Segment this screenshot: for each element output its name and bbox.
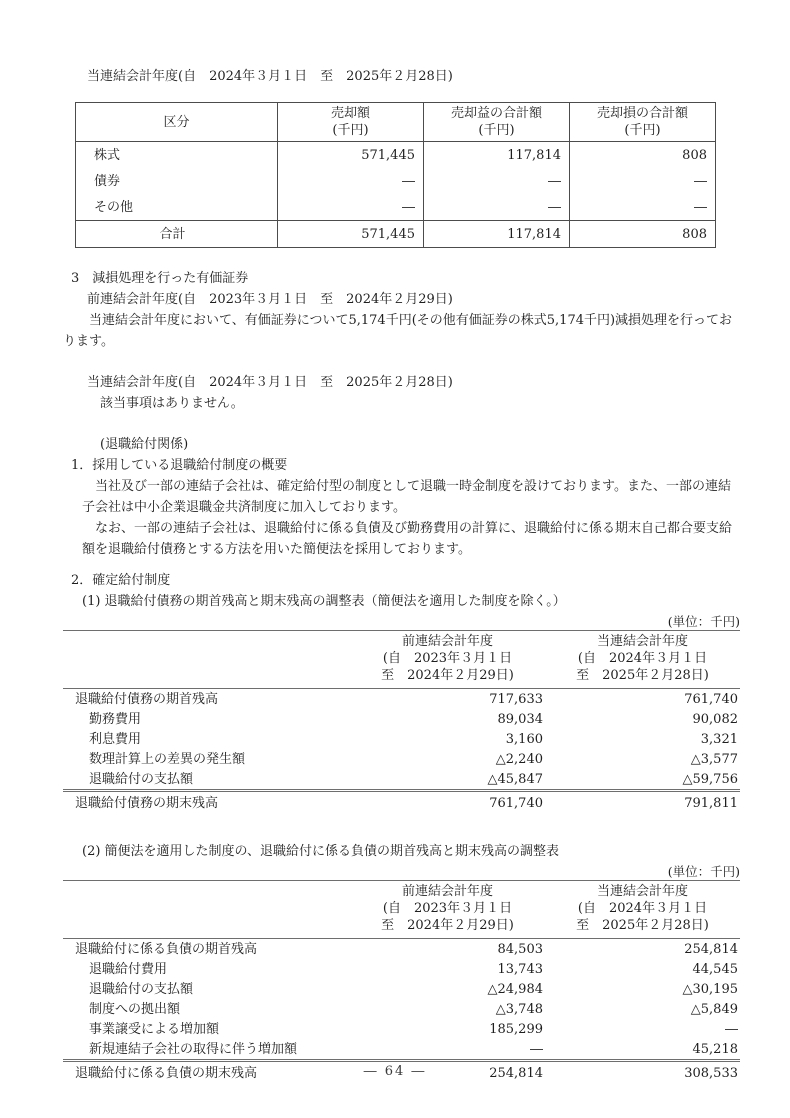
col-header-loss-total: 売却損の合計額 (千円) xyxy=(570,103,716,142)
impairment-prev-period: 前連結会計年度(自 2023年３月１日 至 2024年２月29日) xyxy=(87,292,453,307)
impairment-prev-note: 当連結会計年度において、有価証券について5,174千円(その他有価証券の株式5,174千円)減損処理を行っております。 xyxy=(63,313,733,349)
table-row: 勤務費用 89,034 90,082 xyxy=(89,711,738,727)
table-header-row xyxy=(76,103,716,142)
benefit-obligation-table xyxy=(63,630,740,815)
col-header-prev-year: 前連結会計年度 (自 2023年３月１日 至 2024年２月29日) xyxy=(350,631,545,689)
retirement-overview-para1: 当社及び一部の連結子会社は、確定給付型の制度として退職一時金制度を設けております。また、一部の連結子会社は中小企業退職金共済制度に加入しております。 xyxy=(82,479,731,515)
adjustment-table2-caption: (2) 簡便法を適用した制度の、退職給付に係る負債の期首残高と期末残高の調整表 xyxy=(82,844,560,859)
table-row: 数理計算上の差異の発生額 △2,240 △3,577 xyxy=(89,751,738,767)
adjustment-table1-caption: (1) 退職給付債務の期首残高と期末残高の調整表（簡便法を適用した制度を除く。） xyxy=(82,594,566,609)
page-number: ― 64 ― xyxy=(363,1064,427,1079)
defined-benefit-heading: 2．確定給付制度 xyxy=(71,573,171,588)
table-header-row xyxy=(63,631,740,689)
retirement-overview-para2: なお、一部の連結子会社は、退職給付に係る負債及び勤務費用の計算に、退職給付に係る期末自己都合要支給額を退職給付債務とする方法を用いた簡便法を採用しております。 xyxy=(82,521,733,557)
table-row: 新規連結子会社の取得に伴う増加額 ― 45,218 xyxy=(89,1041,738,1057)
table-row: 利息費用 3,160 3,321 xyxy=(89,731,738,747)
table-row: 債券 ― ― ― xyxy=(76,168,716,194)
table-row: 退職給付の支払額 △45,847 △59,756 xyxy=(89,771,738,787)
table-row: 株式 571,445 117,814 808 xyxy=(76,142,716,169)
unit-label: (単位：千円) xyxy=(667,614,740,629)
empty-header-cell xyxy=(63,881,350,939)
table-header-row xyxy=(63,881,740,939)
table-total-row: 合計 571,445 117,814 808 xyxy=(76,221,716,248)
table-total-row: 退職給付債務の期末残高 761,740 791,811 xyxy=(63,791,740,816)
unit-label: (単位：千円) xyxy=(667,864,740,879)
col-header-prev-year: 前連結会計年度 (自 2023年３月１日 至 2024年２月29日) xyxy=(350,881,545,939)
col-header-category: 区分 xyxy=(76,103,278,142)
retirement-overview-heading: 1．採用している退職給付制度の概要 xyxy=(71,458,288,473)
impairment-cur-period: 当連結会計年度(自 2024年３月１日 至 2025年２月28日) xyxy=(87,375,453,390)
table-row: 制度への拠出額 △3,748 △5,849 xyxy=(89,1001,738,1017)
securities-sale-table xyxy=(75,102,716,248)
table-row: 退職給付債務の期首残高 717,633 761,740 xyxy=(75,691,738,707)
table-total-row: 退職給付に係る負債の期末残高 254,814 308,533 xyxy=(63,1061,740,1086)
table-row: 退職給付の支払額 △24,984 △30,195 xyxy=(89,981,738,997)
col-header-gain-total: 売却益の合計額 (千円) xyxy=(424,103,570,142)
table-row: その他 ― ― ― xyxy=(76,194,716,221)
table-row: 退職給付費用 13,743 44,545 xyxy=(89,961,738,977)
retirement-section-title: (退職給付関係) xyxy=(100,437,189,452)
simplified-method-liability-table xyxy=(63,880,740,1085)
table-row: 事業譲受による増加額 185,299 ― xyxy=(89,1021,738,1037)
col-header-cur-year: 当連結会計年度 (自 2024年３月１日 至 2025年２月28日) xyxy=(545,631,740,689)
table-row: 退職給付に係る負債の期首残高 84,503 254,814 xyxy=(75,941,738,957)
empty-header-cell xyxy=(63,631,350,689)
impairment-heading: 3 減損処理を行った有価証券 xyxy=(71,271,249,286)
col-header-cur-year: 当連結会計年度 (自 2024年３月１日 至 2025年２月28日) xyxy=(545,881,740,939)
impairment-cur-note: 該当事項はありません。 xyxy=(100,396,244,411)
sale-period-line: 当連結会計年度(自 2024年３月１日 至 2025年２月28日) xyxy=(87,69,453,84)
col-header-sale-amount: 売却額 (千円) xyxy=(278,103,424,142)
